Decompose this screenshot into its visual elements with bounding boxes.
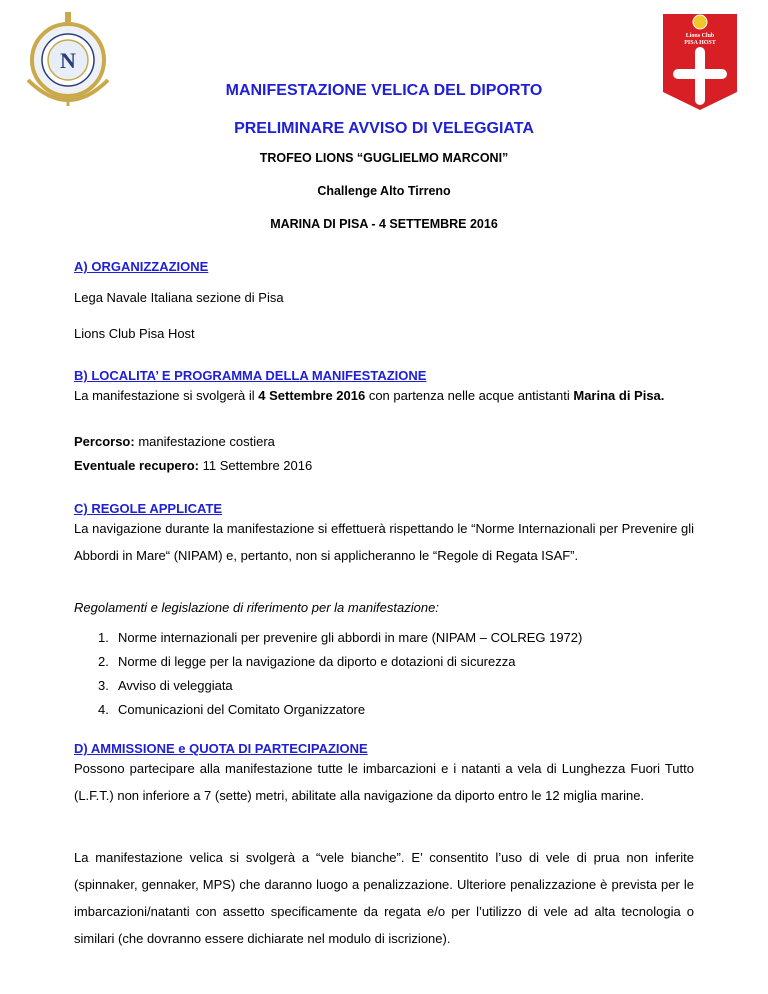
references-title: Regolamenti e legislazione di riferimento per la manifestazione: — [74, 600, 439, 615]
section-c-paragraph: La navigazione durante la manifestazione si effettuerà rispettando le “Norme Internazionali per Prevenire gli Abbordi in Mare“ (NIPAM) e, pertanto, non si applicheranno le “Regole di Regata ISAF”. — [74, 521, 694, 563]
recupero-line: Eventuale recupero: 11 Settembre 2016 — [74, 458, 313, 473]
section-b-paragraph: La manifestazione si svolgerà il 4 Settembre 2016 con partenza nelle acque antistanti Marina di Pisa. — [74, 388, 665, 403]
list-item: 2. Norme di legge per la navigazione da diporto e dotazioni di sicurezza — [98, 654, 516, 669]
trophy-name: TROFEO LIONS “GUGLIELMO MARCONI” — [259, 151, 509, 165]
section-d-paragraph-2: La manifestazione velica si svolgerà a “vele bianche”. E’ consentito l’uso di vele di prua non inferite (spinnaker, gennaker, MPS) che daranno luogo a penalizzazione. Ulteriore penalizzazione è prevista per le imbarcazioni/natanti con assetto specificamente da regata e/o per l’utilizzo di vele ad alta tecnologia o similari (che dovranno essere dichiarate nel modulo di iscrizione). — [74, 850, 694, 946]
list-item: 4. Comunicazioni del Comitato Organizzatore — [98, 702, 366, 717]
document-title: MANIFESTAZIONE VELICA DEL DIPORTO — [225, 82, 543, 99]
lions-club-text: Lions Club PISA HOST — [684, 33, 716, 46]
challenge-name: Challenge Alto Tirreno — [317, 184, 451, 198]
organizer-2: Lions Club Pisa Host — [74, 326, 195, 341]
percorso-line: Percorso: manifestazione costiera — [74, 434, 275, 449]
document-subtitle: PRELIMINARE AVVISO DI VELEGGIATA — [234, 120, 534, 137]
section-d-paragraph-1: Possono partecipare alla manifestazione tutte le imbarcazioni e i natanti a vela di Lunghezza Fuori Tutto (L.F.T.) non inferiore a 7 (sette) metri, abilitate alla navigazione da diporto entro le 12 miglia marine. — [74, 761, 694, 803]
section-b-heading: B) LOCALITA’ E PROGRAMMA DELLA MANIFESTAZIONE — [74, 368, 427, 383]
list-item: 3. Avviso di veleggiata — [98, 678, 233, 693]
list-item: 1. Norme internazionali per prevenire gli abbordi in mare (NIPAM – COLREG 1972) — [98, 630, 583, 645]
place-date: MARINA DI PISA - 4 SETTEMBRE 2016 — [270, 217, 498, 231]
section-d-heading: D) AMMISSIONE e QUOTA DI PARTECIPAZIONE — [74, 741, 368, 756]
section-c-heading: C) REGOLE APPLICATE — [74, 501, 223, 516]
section-a-heading: A) ORGANIZZAZIONE — [74, 259, 209, 274]
organizer-1: Lega Navale Italiana sezione di Pisa — [74, 290, 284, 305]
svg-text:N: N — [60, 48, 76, 73]
